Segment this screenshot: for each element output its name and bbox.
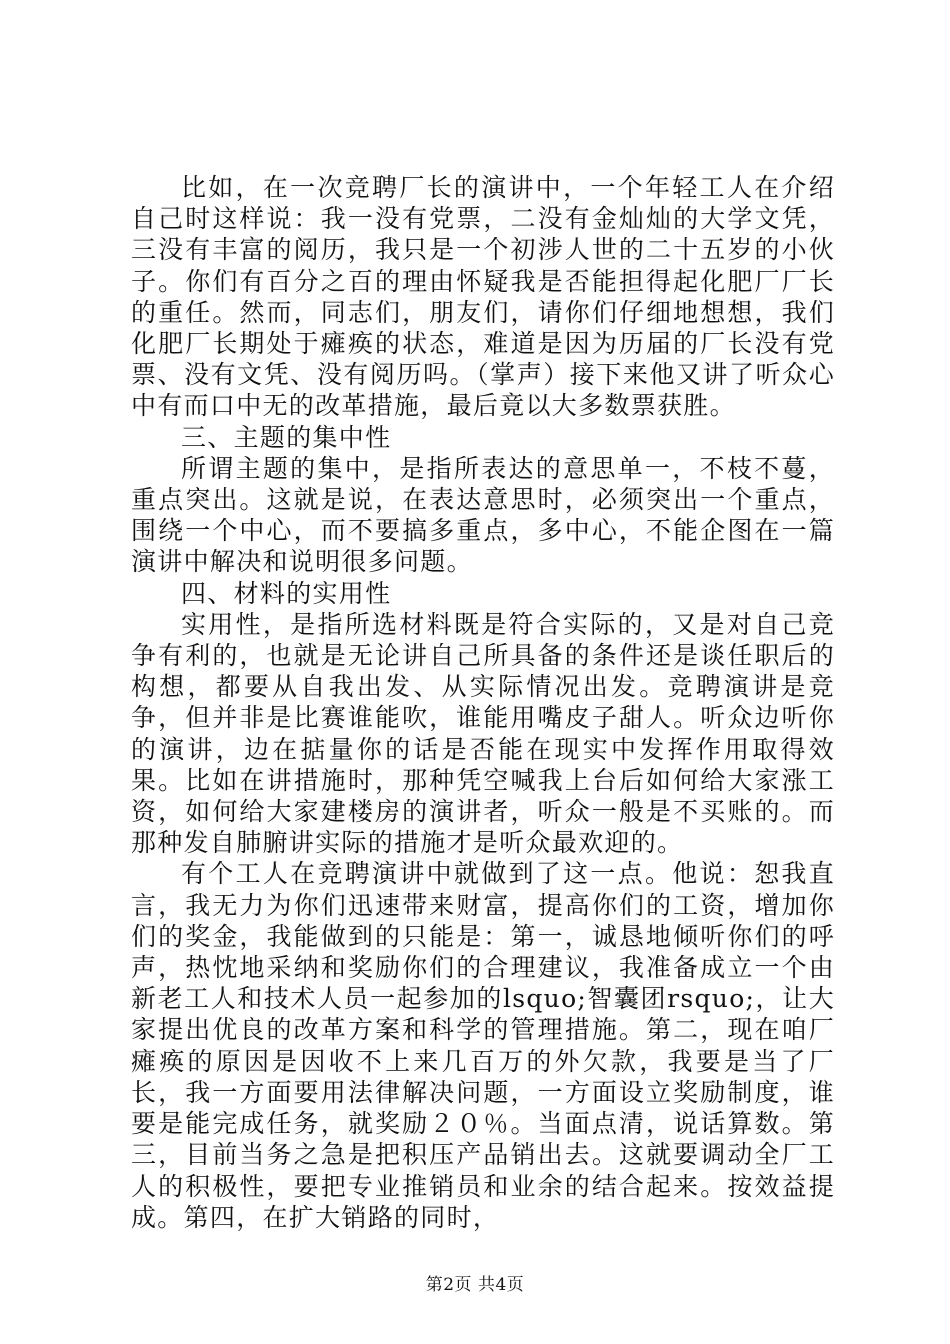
document-body (131, 172, 835, 1233)
section-heading-material-practicality: 四、材料的实用性 (181, 578, 392, 608)
paragraph-worker-example: 有个工人在竞聘演讲中就做到了这一点。他说：恕我直言，我无力为你们迅速带来财富，提高你们的工资，增加你们的奖金，我能做到的只能是：第一，诚恳地倾听你们的呼声，热忱地采纳和奖励你们的合理建议，我准备成立一个由新老工人和技术人员一起参加的lsquo;智囊团rsquo;，让大家提出优良的改革方案和科学的管理措施。第二，现在咱厂瘫痪的原因是因收不上来几百万的外欠款，我要是当了厂长，我一方面要用法律解决问题，一方面设立奖励制度，谁要是能完成任务，就奖励２０％。当面点清，说话算数。第三，目前当务之急是把积压产品销出去。这就要调动全厂工人的积极性，要把专业推销员和业余的结合起来。按效益提成。第四，在扩大销路的同时， (131, 859, 835, 1232)
paragraph-example-worker-speech: 比如，在一次竞聘厂长的演讲中，一个年轻工人在介绍自己时这样说：我一没有党票，二没有金灿灿的大学文凭，三没有丰富的阅历，我只是一个初涉人世的二十五岁的小伙子。你们有百分之百的理由怀疑我是否能担得起化肥厂厂长的重任。然而，同志们，朋友们，请你们仔细地想想，我们化肥厂长期处于瘫痪的状态，难道是因为历届的厂长没有党票、没有文凭、没有阅历吗。（掌声）接下来他又讲了听众心中有而口中无的改革措施，最后竟以大多数票获胜。 (131, 173, 835, 421)
paragraph-material-practicality: 实用性，是指所选材料既是符合实际的，又是对自己竞争有利的，也就是无论讲自己所具备的条件还是谈任职后的构想，都要从自我出发、从实际情况出发。竞聘演讲是竞争，但并非是比赛谁能吹，谁能用嘴皮子甜人。听众边听你的演讲，边在掂量你的话是否能在现实中发挥作用取得效果。比如在讲措施时，那种凭空喊我上台后如何给大家涨工资，如何给大家建楼房的演讲者，听众一般是不买账的。而那种发自肺腑讲实际的措施才是听众最欢迎的。 (131, 609, 835, 858)
section-heading-theme-focus: 三、主题的集中性 (181, 422, 392, 452)
page-footer: 第2页 共4页 (425, 1275, 525, 1295)
paragraph-theme-focus: 所谓主题的集中，是指所表达的意思单一，不枝不蔓，重点突出。这就是说，在表达意思时，必须突出一个重点，围绕一个中心，而不要搞多重点，多中心，不能企图在一篇演讲中解决和说明很多问题。 (131, 453, 835, 577)
